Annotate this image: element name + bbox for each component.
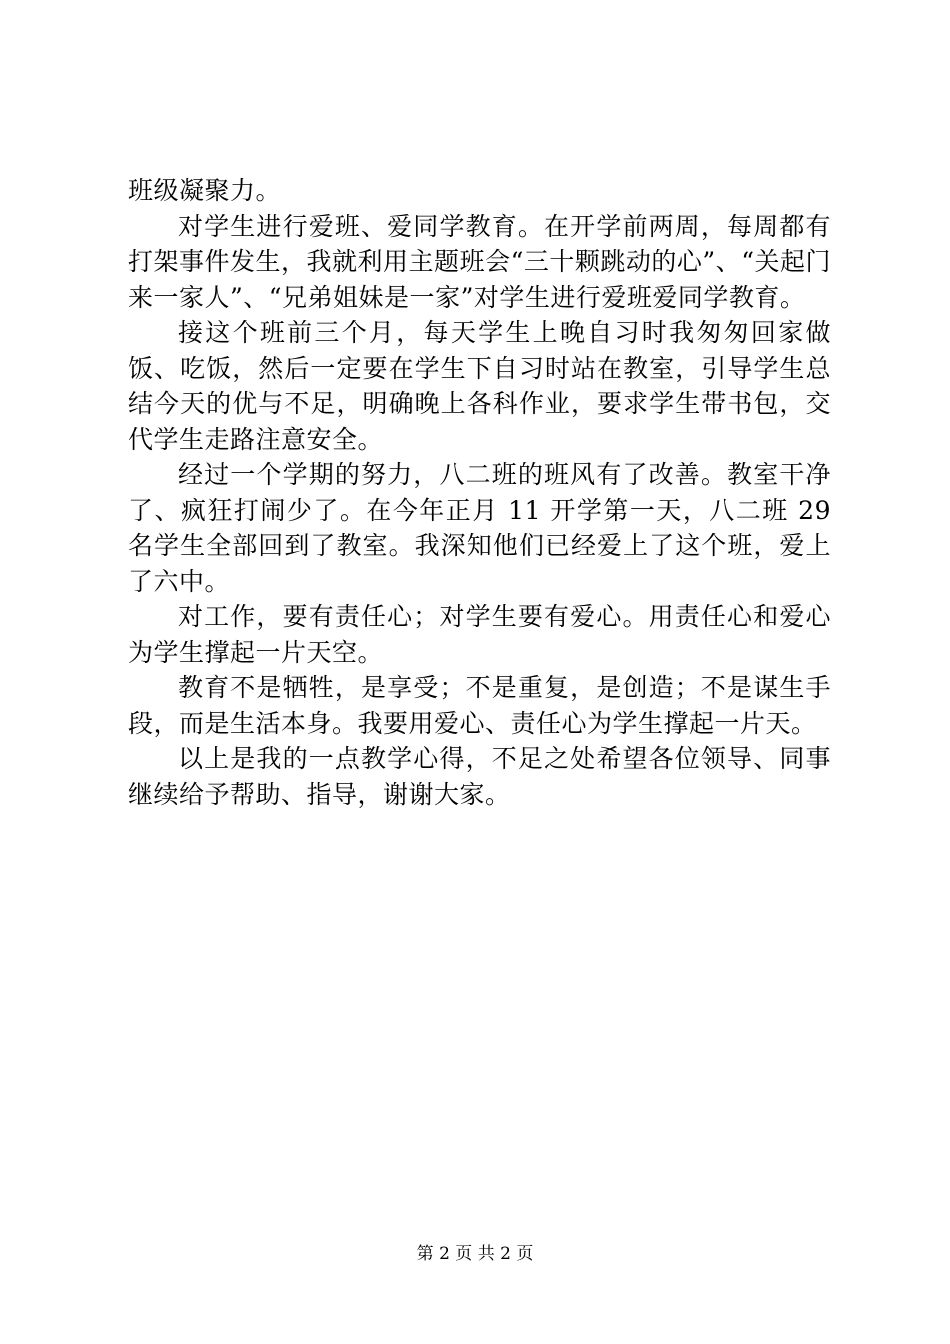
paragraph-continuation: 班级凝聚力。 — [128, 176, 282, 205]
paragraph-evening-study: 接这个班前三个月，每天学生上晚自习时我匆匆回家做饭、吃饭，然后一定要在学生下自习时站在教室，引导学生总结今天的优与不足，明确晚上各科作业，要求学生带书包，交代学生走路注意安全。 — [128, 318, 831, 454]
paragraph-class-love-education: 对学生进行爱班、爱同学教育。在开学前两周，每周都有打架事件发生，我就利用主题班会“三十颗跳动的心”、“关起门来一家人”、“兄弟姐妹是一家”对学生进行爱班爱同学教育。 — [128, 211, 831, 312]
paragraph-closing: 以上是我的一点教学心得，不足之处希望各位领导、同事继续给予帮助、指导，谢谢大家。 — [128, 744, 831, 809]
paragraph-responsibility: 对工作，要有责任心；对学生要有爱心。用责任心和爱心为学生撑起一片天空。 — [128, 602, 831, 667]
page-number-footer: 第 2 页 共 2 页 — [416, 1244, 534, 1264]
paragraph-semester-results: 经过一个学期的努力，八二班的班风有了改善。教室干净了、疯狂打闹少了。在今年正月 11 开学第一天，八二班 29 名学生全部回到了教室。我深知他们已经爱上了这个班，爱上了六中。 — [128, 460, 831, 596]
paragraph-education-philosophy: 教育不是牺牲，是享受；不是重复，是创造；不是谋生手段，而是生活本身。我要用爱心、责任心为学生撑起一片天。 — [128, 673, 831, 738]
document-body — [128, 173, 831, 812]
